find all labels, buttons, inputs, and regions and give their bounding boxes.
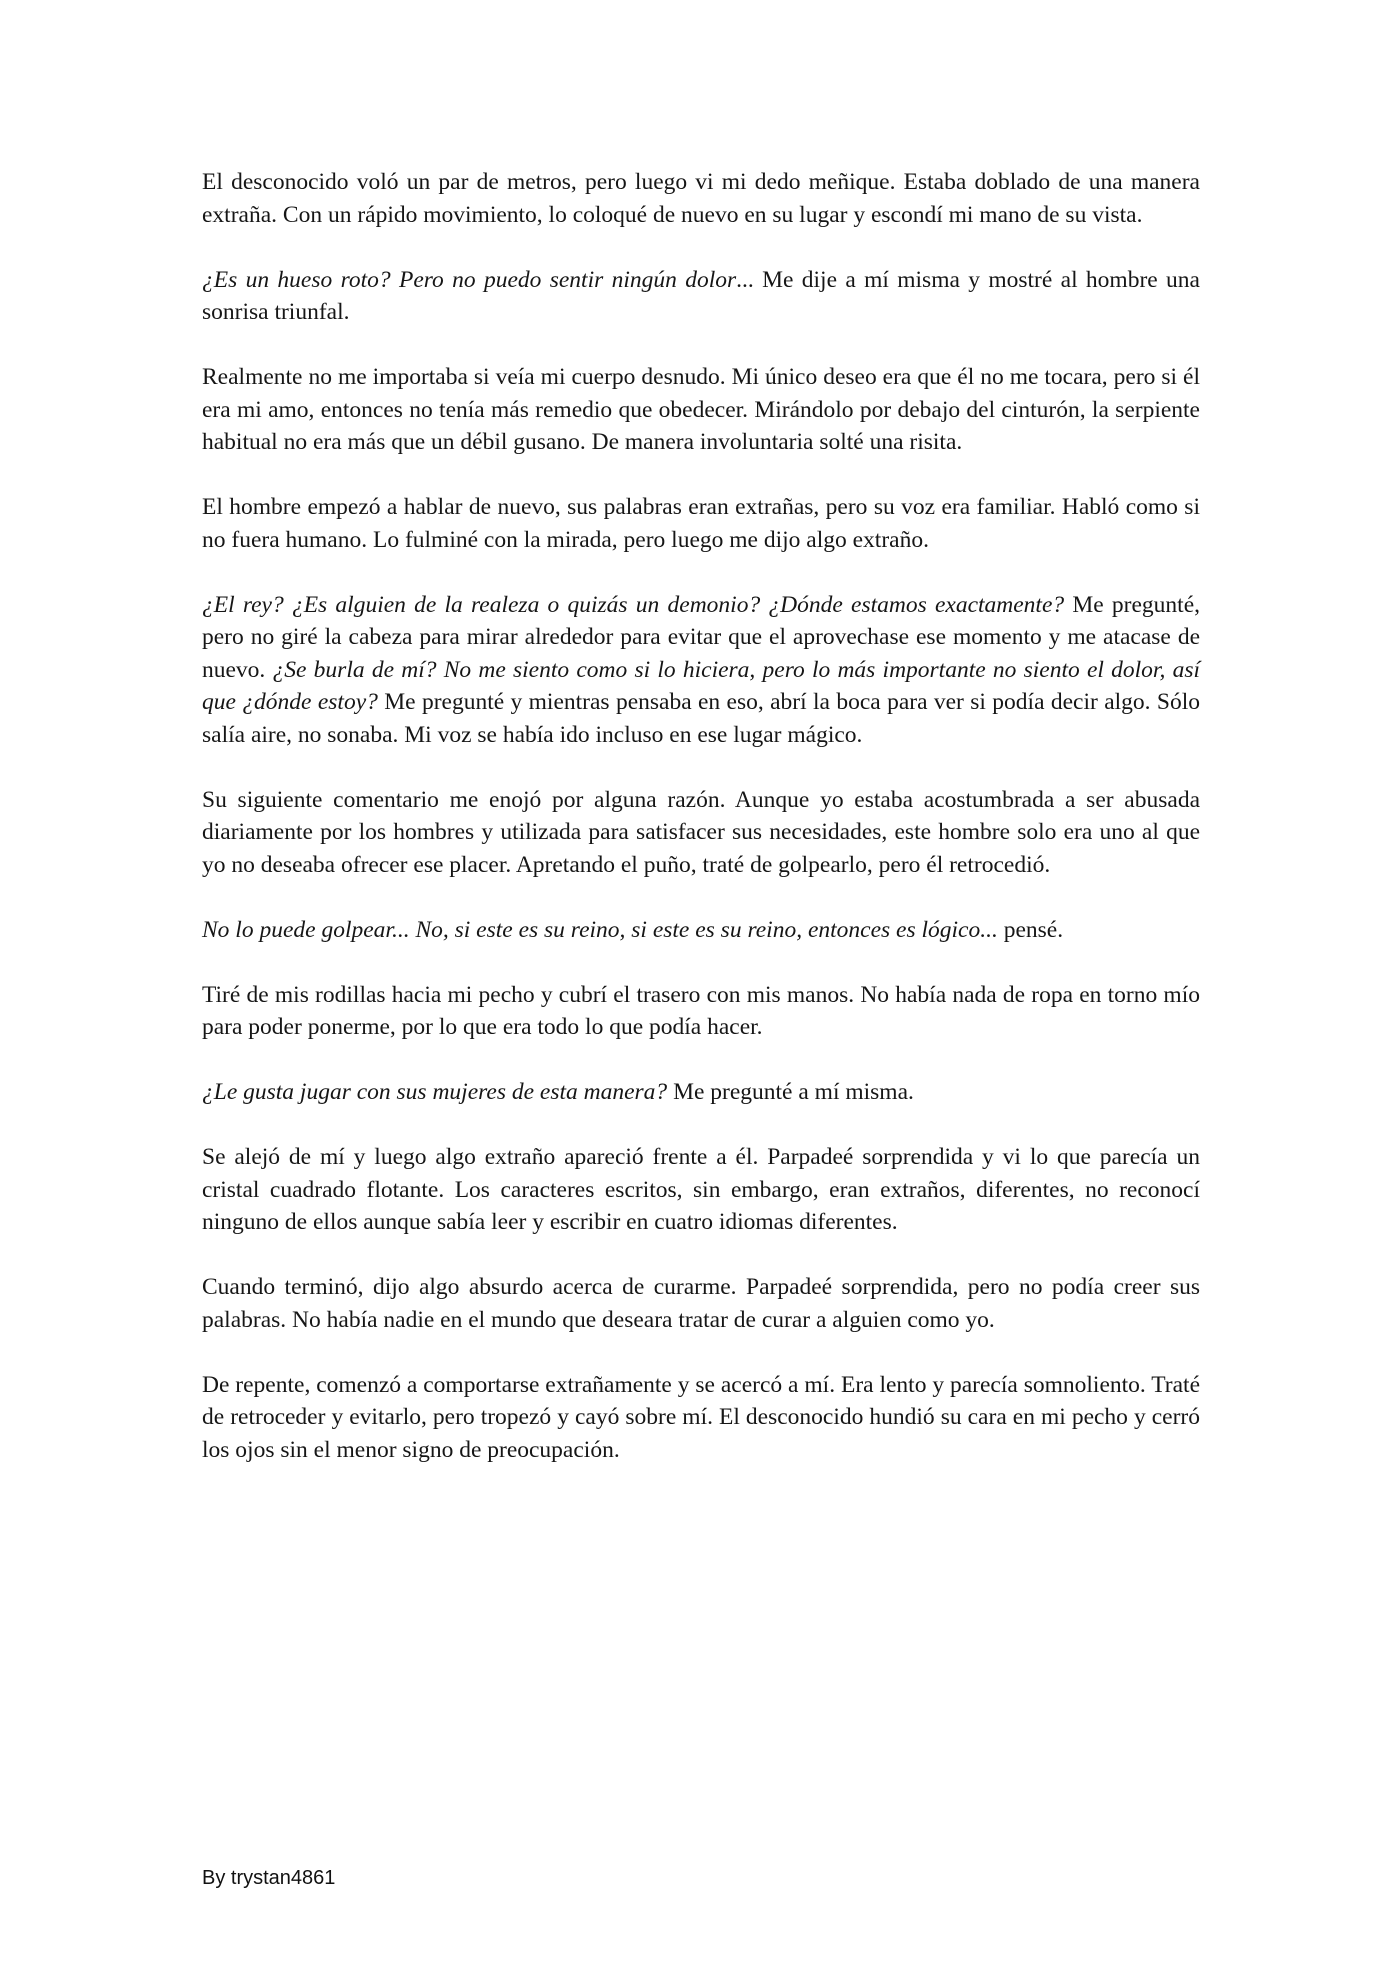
body-text: Su siguiente comentario me enojó por alguna razón. Aunque yo estaba acostumbrada a ser abusada diariamente por los hombres y utilizada para satisfacer sus necesidades, este hombre solo era uno al que yo no deseaba ofrecer ese placer. Apretando el puño, traté de golpearlo, pero él retrocedió. [202, 786, 1200, 878]
body-text: pensé. [997, 916, 1064, 943]
italic-text: ¿Se burla de mí? No me siento como si lo hiciera, pero lo más importante no siento el dolor, así que ¿dónde estoy? [202, 656, 1200, 715]
body-text: Me pregunté a mí misma. [667, 1079, 914, 1105]
body-text: De repente, comenzó a comportarse extrañamente y se acercó a mí. Era lento y parecía somnoliento. Traté de retroceder y evitarlo, pero tropezó y cayó sobre mí. El desconocido hundió su cara en mi pecho y cerró los ojos sin el menor signo de preocupación. [202, 1371, 1200, 1463]
paragraph [202, 1141, 1200, 1239]
body-text: Me pregunté, pero no giré la cabeza para mirar alrededor para evitar que el aprovechase ese momento y me atacase de nuevo. [202, 591, 1201, 683]
paragraph [202, 491, 1200, 556]
body-text: ... Me dije a mí misma y mostré al hombre una sonrisa triunfal. [202, 266, 1200, 325]
italic-text: No lo puede golpear... No, si este es su reino, si este es su reino, entonces es lógico... [202, 916, 998, 943]
paragraph [202, 589, 1200, 752]
paragraph [202, 914, 1200, 947]
paragraph [202, 979, 1200, 1044]
paragraph [202, 784, 1200, 882]
body-text: El hombre empezó a hablar de nuevo, sus palabras eran extrañas, pero su voz era familiar. Habló como si no fuera humano. Lo fulminé con la mirada, pero luego me dijo algo extraño. [202, 494, 1200, 553]
body-text: Cuando terminó, dijo algo absurdo acerca de curarme. Parpadeé sorprendida, pero no podía creer sus palabras. No había nadie en el mundo que deseara tratar de curar a alguien como yo. [202, 1274, 1200, 1333]
page-footer: By trystan4861 [202, 1867, 336, 1889]
document-body [202, 166, 1200, 1499]
body-text: Se alejó de mí y luego algo extraño apareció frente a él. Parpadeé sorprendida y vi lo que parecía un cristal cuadrado flotante. Los caracteres escritos, sin embargo, eran extraños, diferentes, no reconocí ninguno de ellos aunque sabía leer y escribir en cuatro idiomas diferentes. [202, 1144, 1200, 1235]
paragraph [202, 1369, 1200, 1467]
italic-text: ¿Es un hueso roto? Pero no puedo sentir ningún dolor [202, 266, 737, 293]
paragraph [202, 361, 1200, 459]
paragraph [202, 166, 1200, 231]
body-text: El desconocido voló un par de metros, pero luego vi mi dedo meñique. Estaba doblado de una manera extraña. Con un rápido movimiento, lo coloqué de nuevo en su lugar y escondí mi mano de su vista. [202, 169, 1200, 228]
paragraph [202, 264, 1200, 329]
paragraph [202, 1271, 1200, 1336]
italic-text: ¿El rey? ¿Es alguien de la realeza o quizás un demonio? ¿Dónde estamos exactamente? [202, 591, 1065, 618]
body-text: Realmente no me importaba si veía mi cuerpo desnudo. Mi único deseo era que él no me tocara, pero si él era mi amo, entonces no tenía más remedio que obedecer. Mirándolo por debajo del cinturón, la serpiente habitual no era más que un débil gusano. De manera involuntaria solté una risita. [202, 364, 1200, 455]
body-text: Me pregunté y mientras pensaba en eso, abrí la boca para ver si podía decir algo. Sólo salía aire, no sonaba. Mi voz se había ido incluso en ese lugar mágico. [202, 689, 1200, 748]
italic-text: ¿Le gusta jugar con sus mujeres de esta manera? [202, 1079, 668, 1105]
paragraph [202, 1076, 1200, 1109]
body-text: Tiré de mis rodillas hacia mi pecho y cubrí el trasero con mis manos. No había nada de ropa en torno mío para poder ponerme, por lo que era todo lo que podía hacer. [202, 981, 1200, 1040]
